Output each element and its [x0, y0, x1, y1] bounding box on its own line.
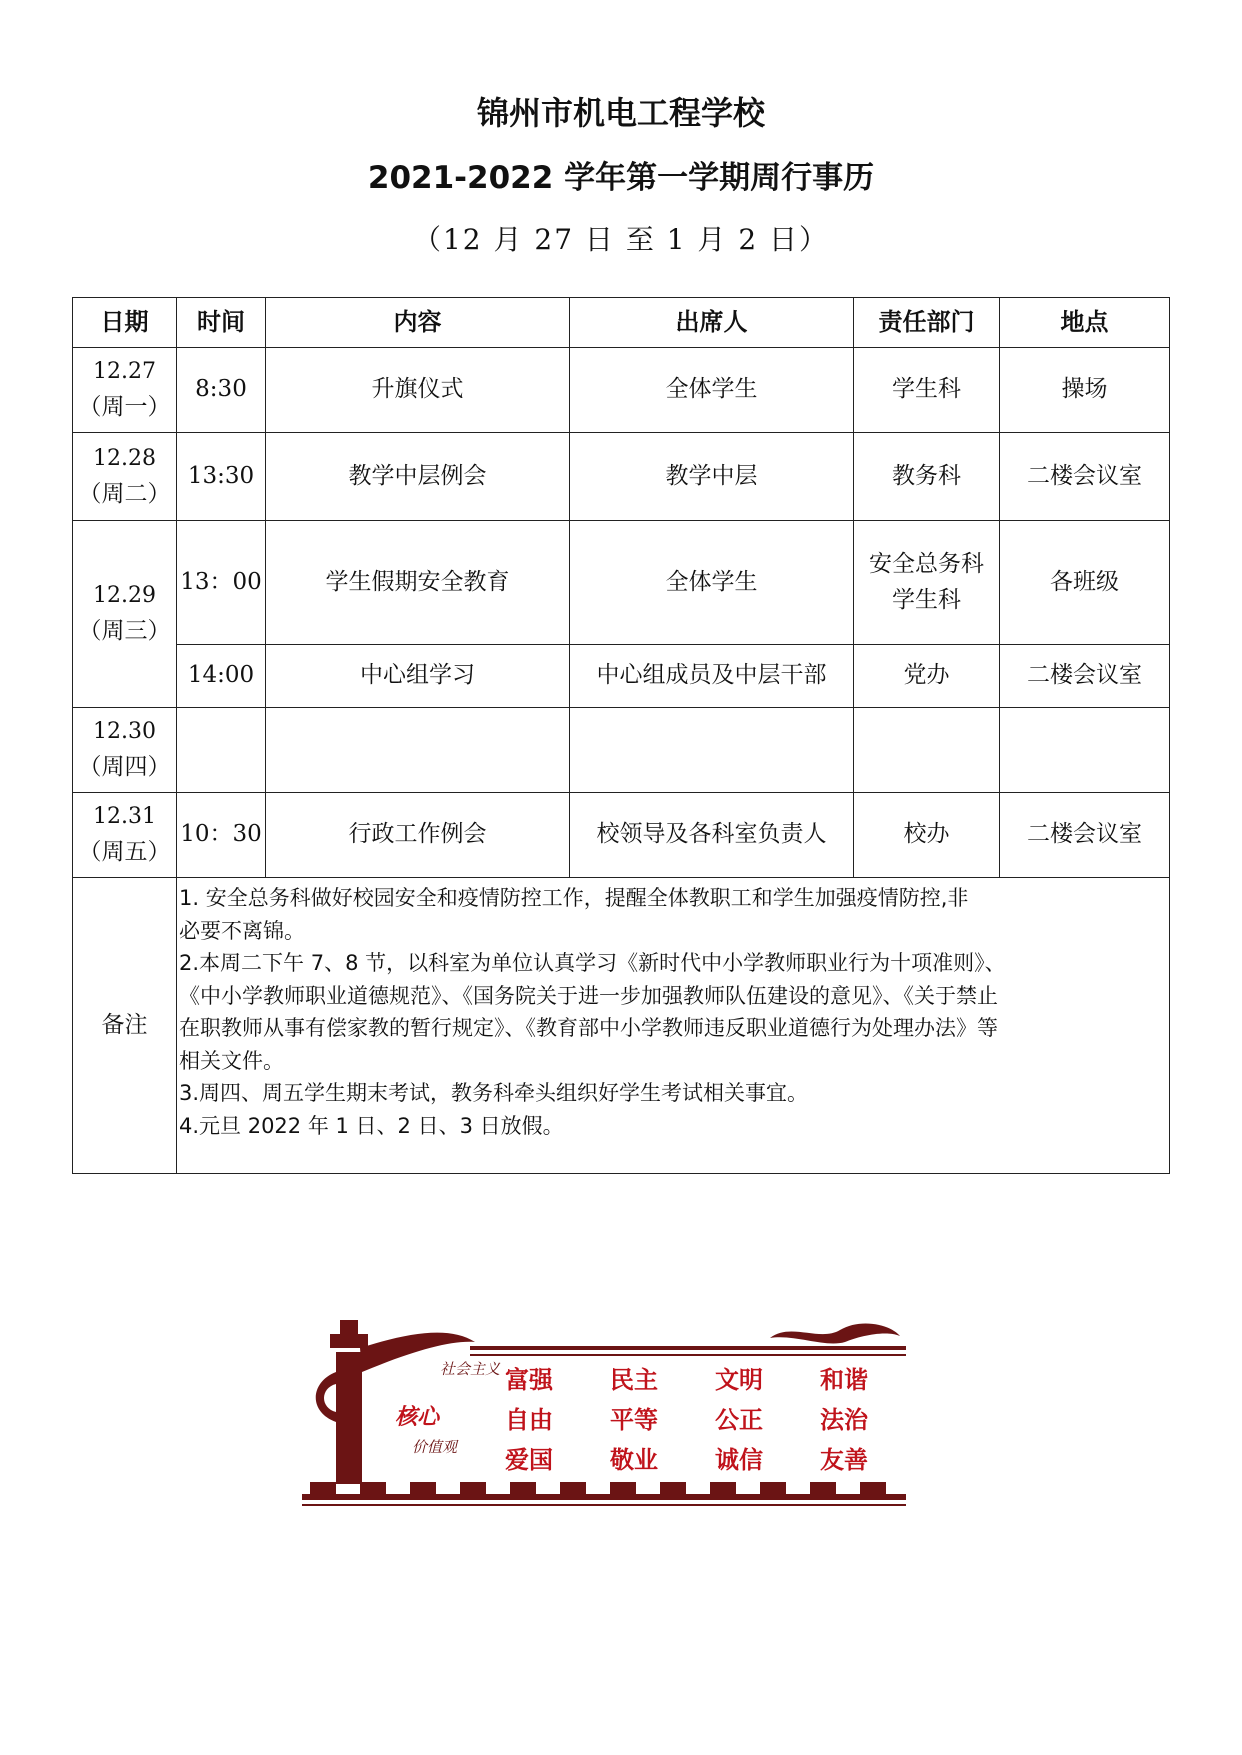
weekday-text: （周四）	[78, 754, 171, 780]
time-cell: 8:30	[177, 348, 266, 433]
table-header-row	[73, 298, 1170, 348]
col-header-content: 内容	[266, 298, 570, 348]
col-header-attendees: 出席人	[570, 298, 854, 348]
table-row	[73, 708, 1170, 793]
col-header-date: 日期	[73, 298, 177, 348]
notes-cell	[177, 878, 1170, 1174]
col-header-dept: 责任部门	[854, 298, 1000, 348]
core-value: 诚信	[715, 1446, 763, 1474]
date-range: （12 月 27 日 至 1 月 2 日）	[412, 223, 830, 256]
note-line: 4.元旦 2022 年 1 日、2 日、3 日放假。	[179, 1113, 564, 1138]
dept-cell: 学生科	[854, 348, 1000, 433]
note-line: 3.周四、周五学生期末考试，教务科牵头组织好学生考试相关事宜。	[179, 1081, 809, 1106]
date-text: 12.30	[93, 719, 156, 745]
notes-row	[73, 878, 1170, 1174]
date-cell	[73, 521, 177, 708]
banner-base-line	[302, 1494, 906, 1500]
huabiao-pillar-icon	[316, 1320, 475, 1484]
banner-top-rule-2	[470, 1354, 906, 1356]
time-cell: 14:00	[177, 645, 266, 708]
table-row	[73, 521, 1170, 645]
note-line: 在职教师从事有偿家教的暂行规定》、《教育部中小学教师违反职业道德行为处理办法》等	[179, 1016, 998, 1041]
note-line: 1. 安全总务科做好校园安全和疫情防控工作，提醒全体教职工和学生加强疫情防控,非	[179, 886, 969, 910]
side-caption-core: 核心	[395, 1404, 440, 1430]
content-cell: 中心组学习	[266, 645, 570, 708]
school-name: 锦州市机电工程学校	[476, 94, 765, 132]
core-value: 平等	[610, 1406, 658, 1434]
place-cell: 操场	[1000, 348, 1170, 433]
note-line: 相关文件。	[179, 1048, 284, 1073]
dept-cell	[854, 708, 1000, 793]
col-header-time: 时间	[177, 298, 266, 348]
core-value: 自由	[505, 1406, 553, 1434]
table-row	[73, 348, 1170, 433]
side-caption	[440, 1360, 501, 1378]
time-cell: 13:30	[177, 433, 266, 521]
attendees-cell: 教学中层	[570, 433, 854, 521]
dept-text-2: 学生科	[892, 586, 961, 613]
core-value: 爱国	[505, 1446, 553, 1474]
attendees-cell: 全体学生	[570, 521, 854, 645]
time-cell: 10：30	[177, 793, 266, 878]
date-text: 12.29	[93, 583, 156, 609]
cloud-icon	[770, 1323, 900, 1343]
note-line: 2.本周二下午 7、8 节，以科室为单位认真学习《新时代中小学教师职业行为十项准则》、	[179, 951, 1006, 976]
side-caption-bottom: 价值观	[412, 1438, 458, 1456]
date-cell	[73, 708, 177, 793]
date-text: 12.28	[93, 445, 156, 471]
attendees-cell	[570, 708, 854, 793]
time-cell	[177, 708, 266, 793]
col-header-place: 地点	[1000, 298, 1170, 348]
dept-cell: 教务科	[854, 433, 1000, 521]
dept-cell	[854, 521, 1000, 645]
table-row	[73, 793, 1170, 878]
date-cell	[73, 793, 177, 878]
weekday-text: （周五）	[78, 839, 171, 865]
content-cell	[266, 708, 570, 793]
attendees-cell: 校领导及各科室负责人	[570, 793, 854, 878]
core-value: 法治	[820, 1406, 868, 1434]
date-text: 12.27	[93, 359, 156, 385]
weekday-text: （周三）	[78, 618, 171, 644]
place-cell: 各班级	[1000, 521, 1170, 645]
dept-text: 安全总务科	[869, 550, 984, 577]
side-caption-top: 社会主义	[440, 1360, 501, 1378]
core-values-banner	[300, 1312, 908, 1518]
note-line: 必要不离锦。	[179, 918, 305, 943]
dept-cell: 校办	[854, 793, 1000, 878]
date-cell	[73, 348, 177, 433]
core-value: 公正	[715, 1406, 763, 1434]
note-line: 《中小学教师职业道德规范》、《国务院关于进一步加强教师队伍建设的意见》、《关于禁止	[179, 983, 998, 1008]
core-value: 富强	[505, 1366, 553, 1394]
weekday-text: （周一）	[78, 394, 171, 420]
core-value: 敬业	[610, 1446, 658, 1474]
attendees-cell: 中心组成员及中层干部	[570, 645, 854, 708]
banner-top-rule	[470, 1346, 906, 1350]
notes-label: 备注	[73, 878, 177, 1174]
banner-battlements	[310, 1482, 886, 1494]
table-row	[73, 433, 1170, 521]
attendees-cell: 全体学生	[570, 348, 854, 433]
date-text: 12.31	[93, 804, 156, 830]
core-value: 友善	[820, 1446, 868, 1474]
banner-base-line-2	[302, 1504, 906, 1506]
core-values-grid	[505, 1366, 869, 1474]
place-cell: 二楼会议室	[1000, 645, 1170, 708]
content-cell: 行政工作例会	[266, 793, 570, 878]
time-cell: 13：00	[177, 521, 266, 645]
core-value: 和谐	[820, 1366, 868, 1394]
date-cell	[73, 433, 177, 521]
place-cell: 二楼会议室	[1000, 433, 1170, 521]
content-cell: 教学中层例会	[266, 433, 570, 521]
table-row	[73, 645, 1170, 708]
calendar-title: 2021-2022 学年第一学期周行事历	[367, 160, 875, 196]
dept-cell: 党办	[854, 645, 1000, 708]
core-value: 民主	[610, 1366, 658, 1394]
content-cell: 升旗仪式	[266, 348, 570, 433]
weekly-calendar-table	[72, 297, 1170, 1174]
place-cell	[1000, 708, 1170, 793]
core-value: 文明	[715, 1366, 763, 1394]
place-cell: 二楼会议室	[1000, 793, 1170, 878]
weekday-text: （周二）	[78, 480, 171, 507]
content-cell: 学生假期安全教育	[266, 521, 570, 645]
